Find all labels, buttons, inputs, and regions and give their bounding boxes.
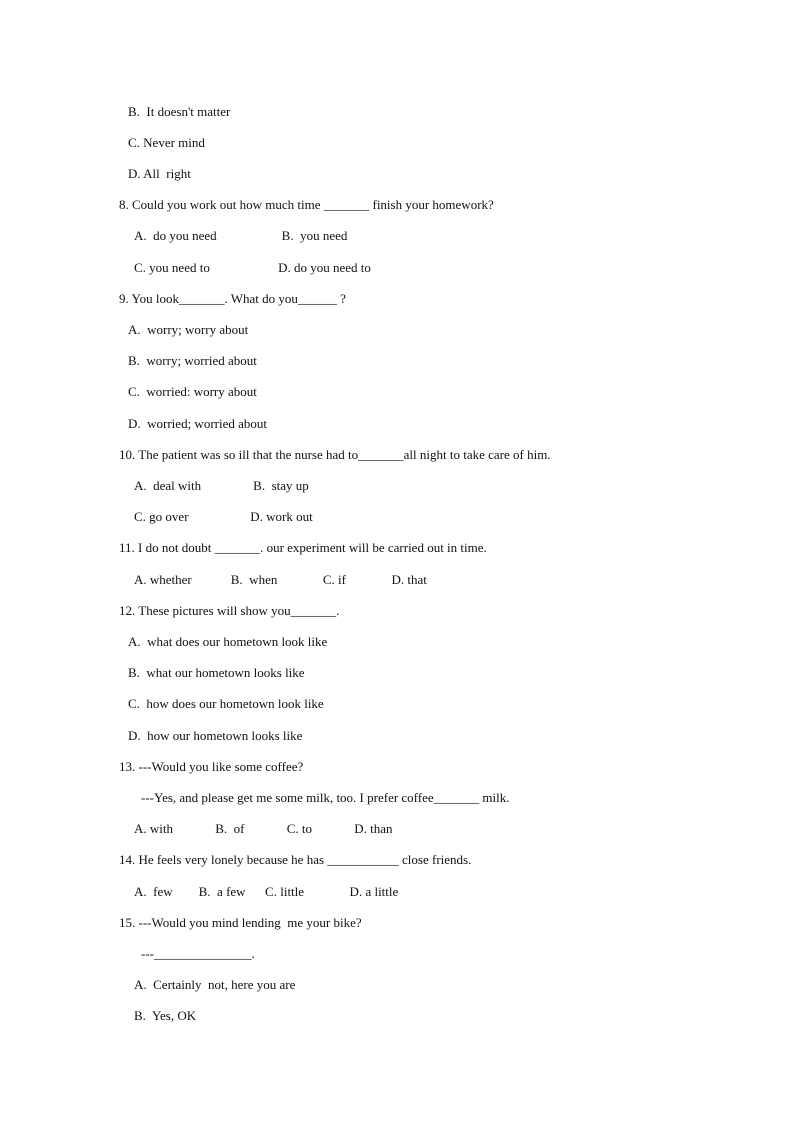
question-9: 9. You look_______. What do you______ ?	[119, 291, 346, 306]
question-12: 12. These pictures will show you_______.	[119, 603, 340, 618]
options-11: A. whether B. when C. if D. that	[134, 572, 427, 587]
option-12b: B. what our hometown looks like	[128, 665, 305, 680]
question-14: 14. He feels very lonely because he has ___________ close friends.	[119, 852, 472, 867]
options-14: A. few B. a few C. little D. a little	[134, 884, 399, 899]
question-15-reply: ---_______________.	[141, 946, 255, 961]
options-8-cd: C. you need to D. do you need to	[134, 260, 371, 275]
options-8-ab: A. do you need B. you need	[134, 228, 348, 243]
option-9c: C. worried: worry about	[128, 384, 257, 399]
question-15: 15. ---Would you mind lending me your bike?	[119, 915, 362, 930]
option-7c: C. Never mind	[128, 135, 205, 150]
question-11: 11. I do not doubt _______. our experiment will be carried out in time.	[119, 540, 487, 555]
options-10-ab: A. deal with B. stay up	[134, 478, 309, 493]
option-9d: D. worried; worried about	[128, 416, 267, 431]
options-10-cd: C. go over D. work out	[134, 509, 313, 524]
options-13: A. with B. of C. to D. than	[134, 821, 393, 836]
option-7b: B. It doesn't matter	[128, 104, 231, 119]
option-12c: C. how does our hometown look like	[128, 696, 324, 711]
option-7d: D. All right	[128, 166, 191, 181]
question-13: 13. ---Would you like some coffee?	[119, 759, 304, 774]
question-13-reply: ---Yes, and please get me some milk, too. I prefer coffee_______ milk.	[141, 790, 510, 805]
option-12d: D. how our hometown looks like	[128, 728, 303, 743]
question-8: 8. Could you work out how much time _______ finish your homework?	[119, 197, 494, 212]
option-9b: B. worry; worried about	[128, 353, 257, 368]
option-12a: A. what does our hometown look like	[128, 634, 328, 649]
option-15b: B. Yes, OK	[134, 1008, 197, 1023]
option-15a: A. Certainly not, here you are	[134, 977, 296, 992]
question-10: 10. The patient was so ill that the nurse had to_______all night to take care of him.	[119, 447, 551, 462]
option-9a: A. worry; worry about	[128, 322, 249, 337]
